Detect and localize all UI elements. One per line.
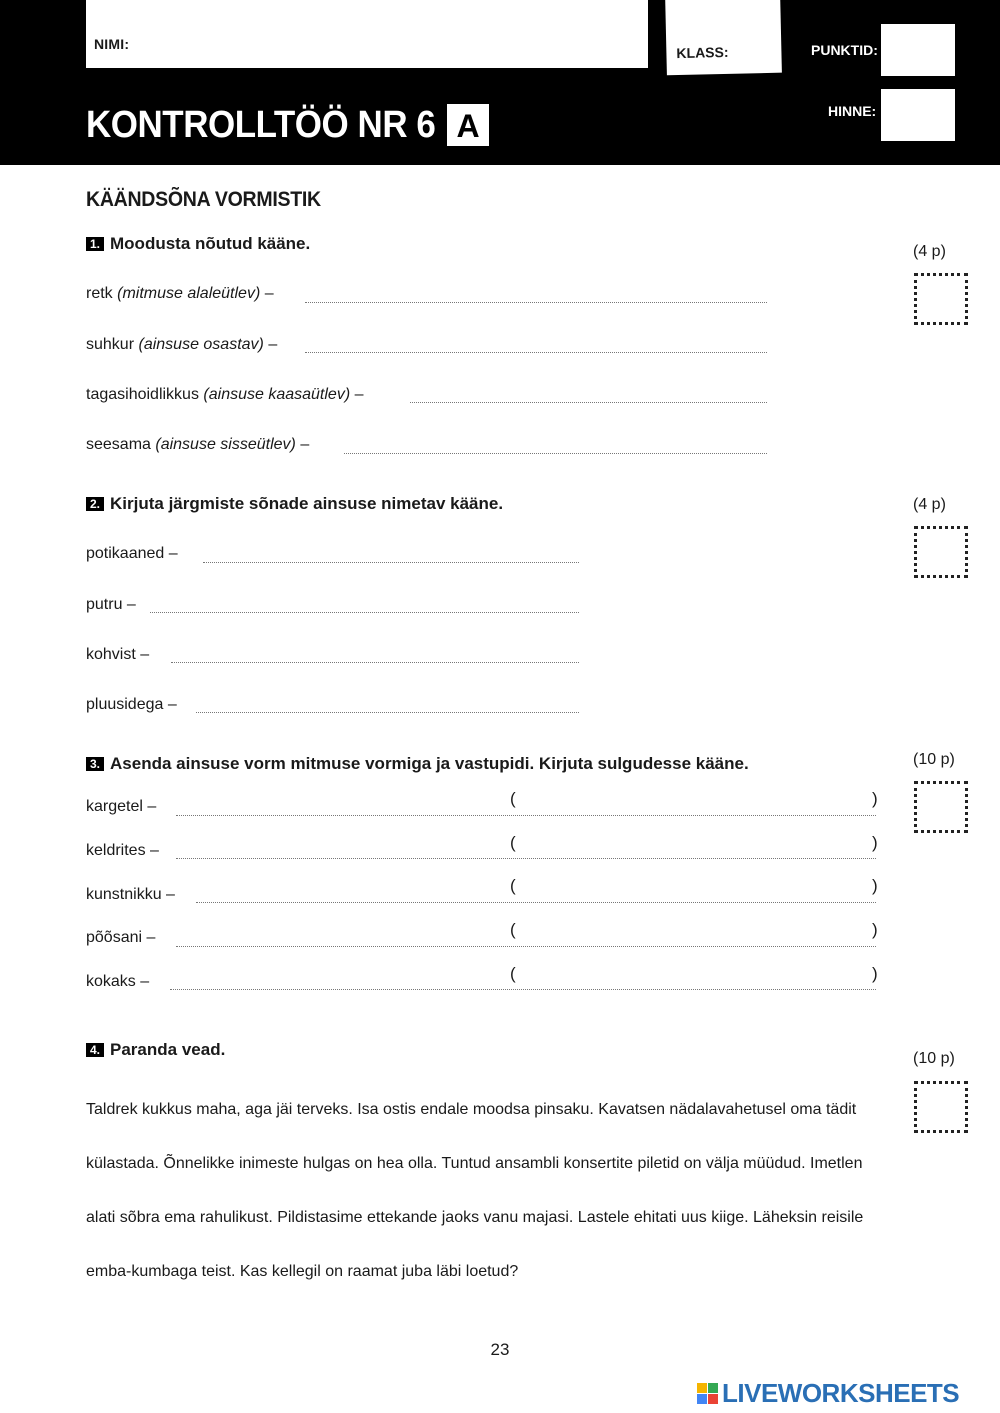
task1-row-word: suhkur: [86, 336, 135, 353]
section-heading: KÄÄNDSÕNA VORMISTIK: [86, 188, 321, 211]
answer-line[interactable]: [176, 858, 876, 859]
page-title: KONTROLLTÖÖ NR 6: [86, 104, 436, 146]
task3-row: keldrites –: [86, 842, 159, 859]
task4-text: Taldrek kukkus maha, aga jäi terveks. Isa ostis endale moodsa pinsaku. Kavatsen nädalavahetusel oma tädit külastada. Õnnelikke inimeste hulgas on hea olla. Tuntud ansambli konsertite piletid on välja müüdud. Imetlen alati sõbra ema rahulikust. Pildistasime ettekande jaoks vanu majasi. Lastele ehitati uus kiige. Läheksin reisile emba-kumbaga teist. Kas kellegil on raamat juba läbi loetud?: [86, 1101, 864, 1280]
task4-title: [86, 1040, 225, 1060]
task3-number: 3.: [86, 757, 104, 771]
task3-row: kunstnikku –: [86, 886, 175, 903]
task1-row-hint: (ainsuse kaasaütlev): [203, 386, 351, 403]
task1-row-word: seesama: [86, 436, 151, 453]
class-field[interactable]: [665, 0, 782, 75]
task1-row-word: tagasihoidlikkus: [86, 386, 199, 403]
open-paren: (: [510, 964, 516, 983]
task1-row: [86, 436, 309, 454]
task2-points: (4 p): [913, 496, 946, 513]
task1-title: [86, 234, 310, 254]
task1-row: [86, 285, 274, 303]
task1-row-dash: –: [264, 285, 274, 302]
open-paren: (: [510, 920, 516, 939]
page-number: 23: [490, 1340, 510, 1359]
open-paren: (: [510, 876, 516, 895]
answer-line[interactable]: [176, 946, 876, 947]
answer-line[interactable]: [305, 352, 767, 353]
close-paren: ): [872, 833, 878, 852]
task2-title: [86, 494, 503, 514]
task1-row: [86, 386, 364, 404]
task1-row-hint: (mitmuse alaleütlev): [117, 285, 261, 302]
task2-row: potikaaned –: [86, 545, 178, 562]
task3-row: kargetel –: [86, 798, 157, 815]
close-paren: ): [872, 789, 878, 808]
answer-line[interactable]: [305, 302, 767, 303]
task2-number: 2.: [86, 497, 104, 511]
task1-row-dash: –: [354, 386, 364, 403]
task1-row-dash: –: [268, 336, 278, 353]
task1-row-hint: (ainsuse osastav): [138, 336, 264, 353]
close-paren: ): [872, 964, 878, 983]
task3-title-text: Asenda ainsuse vorm mitmuse vormiga ja vastupidi. Kirjuta sulgudesse kääne.: [110, 754, 749, 773]
task1-row-dash: –: [300, 436, 310, 453]
task1-points: (4 p): [913, 243, 946, 260]
open-paren: (: [510, 789, 516, 808]
task3-title: [86, 754, 749, 774]
close-paren: ): [872, 876, 878, 895]
task3-points: (10 p): [913, 751, 955, 768]
task1-row-word: retk: [86, 285, 113, 302]
task2-title-text: Kirjuta järgmiste sõnade ainsuse nimetav kääne.: [110, 494, 504, 513]
name-label: NIMI:: [94, 36, 130, 52]
liveworksheets-logo: [697, 1378, 959, 1409]
task1-row: [86, 336, 277, 354]
answer-line[interactable]: [196, 712, 579, 713]
task3-row: põõsani –: [86, 929, 156, 946]
class-label: KLASS:: [676, 43, 729, 62]
grade-field[interactable]: [881, 89, 955, 141]
task2-score-box[interactable]: [914, 526, 968, 578]
answer-line[interactable]: [150, 612, 579, 613]
header-band: [0, 0, 1000, 165]
answer-line[interactable]: [176, 815, 876, 816]
answer-line[interactable]: [410, 402, 767, 403]
watermark-text: LIVEWORKSHEETS: [722, 1378, 960, 1408]
task1-title-text: Moodusta nõutud kääne.: [110, 234, 311, 253]
task4-number: 4.: [86, 1043, 104, 1057]
answer-line[interactable]: [196, 902, 876, 903]
points-label: PUNKTID:: [811, 42, 878, 58]
grade-label: HINNE:: [828, 103, 877, 119]
task2-row: kohvist –: [86, 646, 150, 663]
logo-tiles-icon: [697, 1383, 718, 1404]
task1-number: 1.: [86, 237, 104, 251]
points-field[interactable]: [881, 24, 955, 76]
task1-row-hint: (ainsuse sisseütlev): [155, 436, 296, 453]
answer-line[interactable]: [344, 453, 767, 454]
task4-score-box[interactable]: [914, 1081, 968, 1133]
answer-line[interactable]: [203, 562, 579, 563]
task3-row: kokaks –: [86, 973, 150, 990]
task1-score-box[interactable]: [914, 273, 968, 325]
task4-points: (10 p): [913, 1050, 955, 1067]
variant-badge: A: [447, 104, 489, 146]
open-paren: (: [510, 833, 516, 852]
answer-line[interactable]: [171, 662, 579, 663]
task2-row: putru –: [86, 596, 136, 613]
task4-title-text: Paranda vead.: [110, 1040, 226, 1059]
task2-row: pluusidega –: [86, 696, 177, 713]
answer-line[interactable]: [170, 989, 876, 990]
name-field[interactable]: [86, 0, 648, 68]
task3-score-box[interactable]: [914, 781, 968, 833]
close-paren: ): [872, 920, 878, 939]
